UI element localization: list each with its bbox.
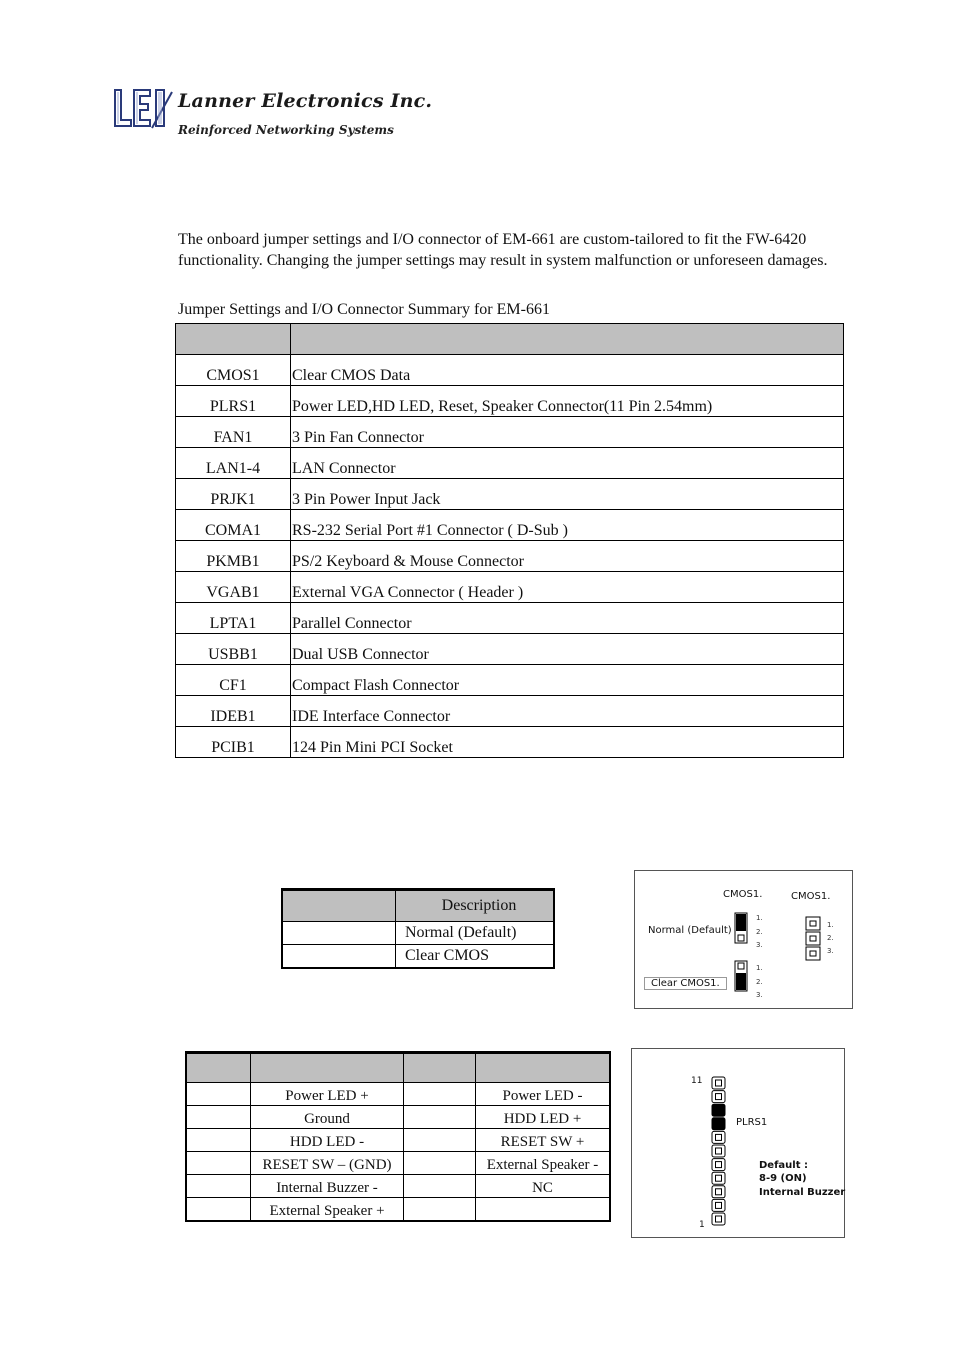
connector-id-cell: PKMB1 bbox=[176, 541, 291, 572]
signal-cell: RESET SW + bbox=[476, 1129, 611, 1152]
table-row bbox=[176, 603, 844, 634]
default-label: Default : bbox=[759, 1160, 808, 1171]
table-row bbox=[176, 479, 844, 510]
normal-default-label: Normal (Default) bbox=[648, 925, 732, 936]
pin-number-cell bbox=[186, 1152, 251, 1175]
lei-logo-mark bbox=[112, 88, 174, 130]
signal-cell: Internal Buzzer - bbox=[251, 1175, 404, 1198]
connector-id-cell: LPTA1 bbox=[176, 603, 291, 634]
connector-description-cell: Dual USB Connector bbox=[291, 634, 844, 665]
connector-description-cell: Compact Flash Connector bbox=[291, 665, 844, 696]
header-cell bbox=[186, 1053, 251, 1083]
signal-cell: HDD LED + bbox=[476, 1106, 611, 1129]
table-row bbox=[176, 634, 844, 665]
connector-description-cell: 124 Pin Mini PCI Socket bbox=[291, 727, 844, 758]
pin-label: 3. bbox=[827, 947, 834, 955]
summary-table bbox=[175, 323, 844, 758]
connector-id-cell: IDEB1 bbox=[176, 696, 291, 727]
pin-number-cell bbox=[404, 1129, 476, 1152]
signal-cell: NC bbox=[476, 1175, 611, 1198]
plrs-pin-table bbox=[185, 1051, 611, 1222]
plrs-header-row bbox=[186, 1053, 610, 1083]
cmos-jumper-drawing bbox=[635, 871, 852, 1008]
table-row bbox=[176, 665, 844, 696]
table-row bbox=[186, 1106, 610, 1129]
plrs-pin-drawing bbox=[632, 1049, 844, 1237]
connector-description-cell: 3 Pin Fan Connector bbox=[291, 417, 844, 448]
setting-cell bbox=[282, 922, 396, 945]
header-pin-hole bbox=[716, 1175, 722, 1181]
signal-cell: Power LED - bbox=[476, 1083, 611, 1106]
header-cell bbox=[476, 1053, 611, 1083]
cmos-jumper-figure bbox=[634, 870, 853, 1009]
connector-id-cell: LAN1-4 bbox=[176, 448, 291, 479]
cmos-table bbox=[281, 888, 555, 969]
header-pin-hole bbox=[716, 1189, 722, 1195]
header-pin-hole bbox=[716, 1202, 722, 1208]
table-row bbox=[186, 1152, 610, 1175]
header-cell bbox=[251, 1053, 404, 1083]
pin-1-label: 1 bbox=[699, 1220, 705, 1230]
header-pin-hole bbox=[716, 1148, 722, 1154]
header-pin bbox=[712, 1104, 725, 1116]
clear-cmos-label: Clear CMOS1. bbox=[644, 977, 727, 990]
description-cell: Clear CMOS bbox=[396, 945, 555, 969]
company-tagline: Reinforced Networking Systems bbox=[178, 123, 394, 137]
signal-cell: RESET SW – (GND) bbox=[251, 1152, 404, 1175]
connector-description-cell: LAN Connector bbox=[291, 448, 844, 479]
table-row bbox=[176, 386, 844, 417]
header-cell bbox=[291, 324, 844, 355]
connector-description-cell: Power LED,HD LED, Reset, Speaker Connector(11 Pin 2.54mm) bbox=[291, 386, 844, 417]
connector-id-cell: CF1 bbox=[176, 665, 291, 696]
signal-cell: External Speaker - bbox=[476, 1152, 611, 1175]
pin-label: 2. bbox=[827, 934, 834, 942]
pin-number-cell bbox=[404, 1152, 476, 1175]
table-row bbox=[176, 696, 844, 727]
connector-description-cell: 3 Pin Power Input Jack bbox=[291, 479, 844, 510]
pin-number-cell bbox=[186, 1106, 251, 1129]
cmos-title-right: CMOS1. bbox=[791, 891, 831, 902]
table-row bbox=[176, 541, 844, 572]
description-header: Description bbox=[396, 890, 555, 922]
header-pin-hole bbox=[716, 1094, 722, 1100]
connector-description-cell: PS/2 Keyboard & Mouse Connector bbox=[291, 541, 844, 572]
table-row bbox=[176, 727, 844, 758]
connector-id-cell: VGAB1 bbox=[176, 572, 291, 603]
pin-number-cell bbox=[404, 1083, 476, 1106]
connector-description-cell: RS-232 Serial Port #1 Connector ( D-Sub ) bbox=[291, 510, 844, 541]
table-row bbox=[186, 1083, 610, 1106]
pin-number-cell bbox=[186, 1129, 251, 1152]
connector-description-cell: External VGA Connector ( Header ) bbox=[291, 572, 844, 603]
header-pin-hole bbox=[716, 1080, 722, 1086]
pin-label: 3. bbox=[756, 941, 763, 949]
pin-number-cell bbox=[404, 1198, 476, 1222]
pin-label: 1. bbox=[756, 914, 763, 922]
summary-caption: Jumper Settings and I/O Connector Summary for EM-661 bbox=[178, 301, 550, 318]
intro-paragraph: The onboard jumper settings and I/O connector of EM-661 are custom-tailored to fit the FW-6420 functionality. Changing the jumper settings may result in system malfunction or unforeseen damages. bbox=[178, 231, 828, 269]
connector-id-cell: PRJK1 bbox=[176, 479, 291, 510]
table-row bbox=[186, 1129, 610, 1152]
header-pin-hole bbox=[716, 1134, 722, 1140]
cmos-title-left: CMOS1. bbox=[723, 889, 763, 900]
connector-description-cell: Parallel Connector bbox=[291, 603, 844, 634]
header-cell bbox=[282, 890, 396, 922]
table-row bbox=[282, 945, 554, 969]
pin-number-cell bbox=[186, 1083, 251, 1106]
internal-buzzer-label: Internal Buzzer bbox=[759, 1187, 846, 1198]
table-row bbox=[186, 1175, 610, 1198]
connector-id-cell: PLRS1 bbox=[176, 386, 291, 417]
pin-number-cell bbox=[186, 1175, 251, 1198]
signal-cell bbox=[476, 1198, 611, 1222]
connector-description-cell: Clear CMOS Data bbox=[291, 355, 844, 386]
pin-number-cell bbox=[186, 1198, 251, 1222]
setting-cell bbox=[282, 945, 396, 969]
connector-id-cell: FAN1 bbox=[176, 417, 291, 448]
plrs-connector-figure bbox=[631, 1048, 845, 1238]
company-logo bbox=[112, 88, 433, 144]
table-row bbox=[176, 417, 844, 448]
pin-number-cell bbox=[404, 1175, 476, 1198]
cmos-header-row bbox=[282, 890, 554, 922]
header-pin-hole bbox=[716, 1216, 722, 1222]
table-row bbox=[176, 510, 844, 541]
header-cell bbox=[404, 1053, 476, 1083]
signal-cell: External Speaker + bbox=[251, 1198, 404, 1222]
pin-label: 3. bbox=[756, 991, 763, 999]
table-row bbox=[282, 922, 554, 945]
pin-11-label: 11 bbox=[691, 1076, 703, 1086]
company-name: Lanner Electronics Inc. bbox=[178, 90, 433, 112]
header-pin bbox=[712, 1118, 725, 1130]
header-cell bbox=[176, 324, 291, 355]
table-row bbox=[176, 355, 844, 386]
connector-id-cell: USBB1 bbox=[176, 634, 291, 665]
plrs-name-label: PLRS1 bbox=[736, 1117, 768, 1128]
connector-id-cell: COMA1 bbox=[176, 510, 291, 541]
connector-id-cell: CMOS1 bbox=[176, 355, 291, 386]
pin-label: 1. bbox=[756, 964, 763, 972]
pin-label: 2. bbox=[756, 928, 763, 936]
signal-cell: Ground bbox=[251, 1106, 404, 1129]
table-row bbox=[176, 572, 844, 603]
summary-header-row bbox=[176, 324, 844, 355]
pin-number-cell bbox=[404, 1106, 476, 1129]
table-row bbox=[186, 1198, 610, 1222]
table-row bbox=[176, 448, 844, 479]
signal-cell: Power LED + bbox=[251, 1083, 404, 1106]
default-value: 8-9 (ON) bbox=[759, 1173, 807, 1184]
pin-label: 2. bbox=[756, 978, 763, 986]
pin-label: 1. bbox=[827, 921, 834, 929]
signal-cell: HDD LED - bbox=[251, 1129, 404, 1152]
connector-id-cell: PCIB1 bbox=[176, 727, 291, 758]
description-cell: Normal (Default) bbox=[396, 922, 555, 945]
connector-description-cell: IDE Interface Connector bbox=[291, 696, 844, 727]
header-pin-hole bbox=[716, 1162, 722, 1168]
